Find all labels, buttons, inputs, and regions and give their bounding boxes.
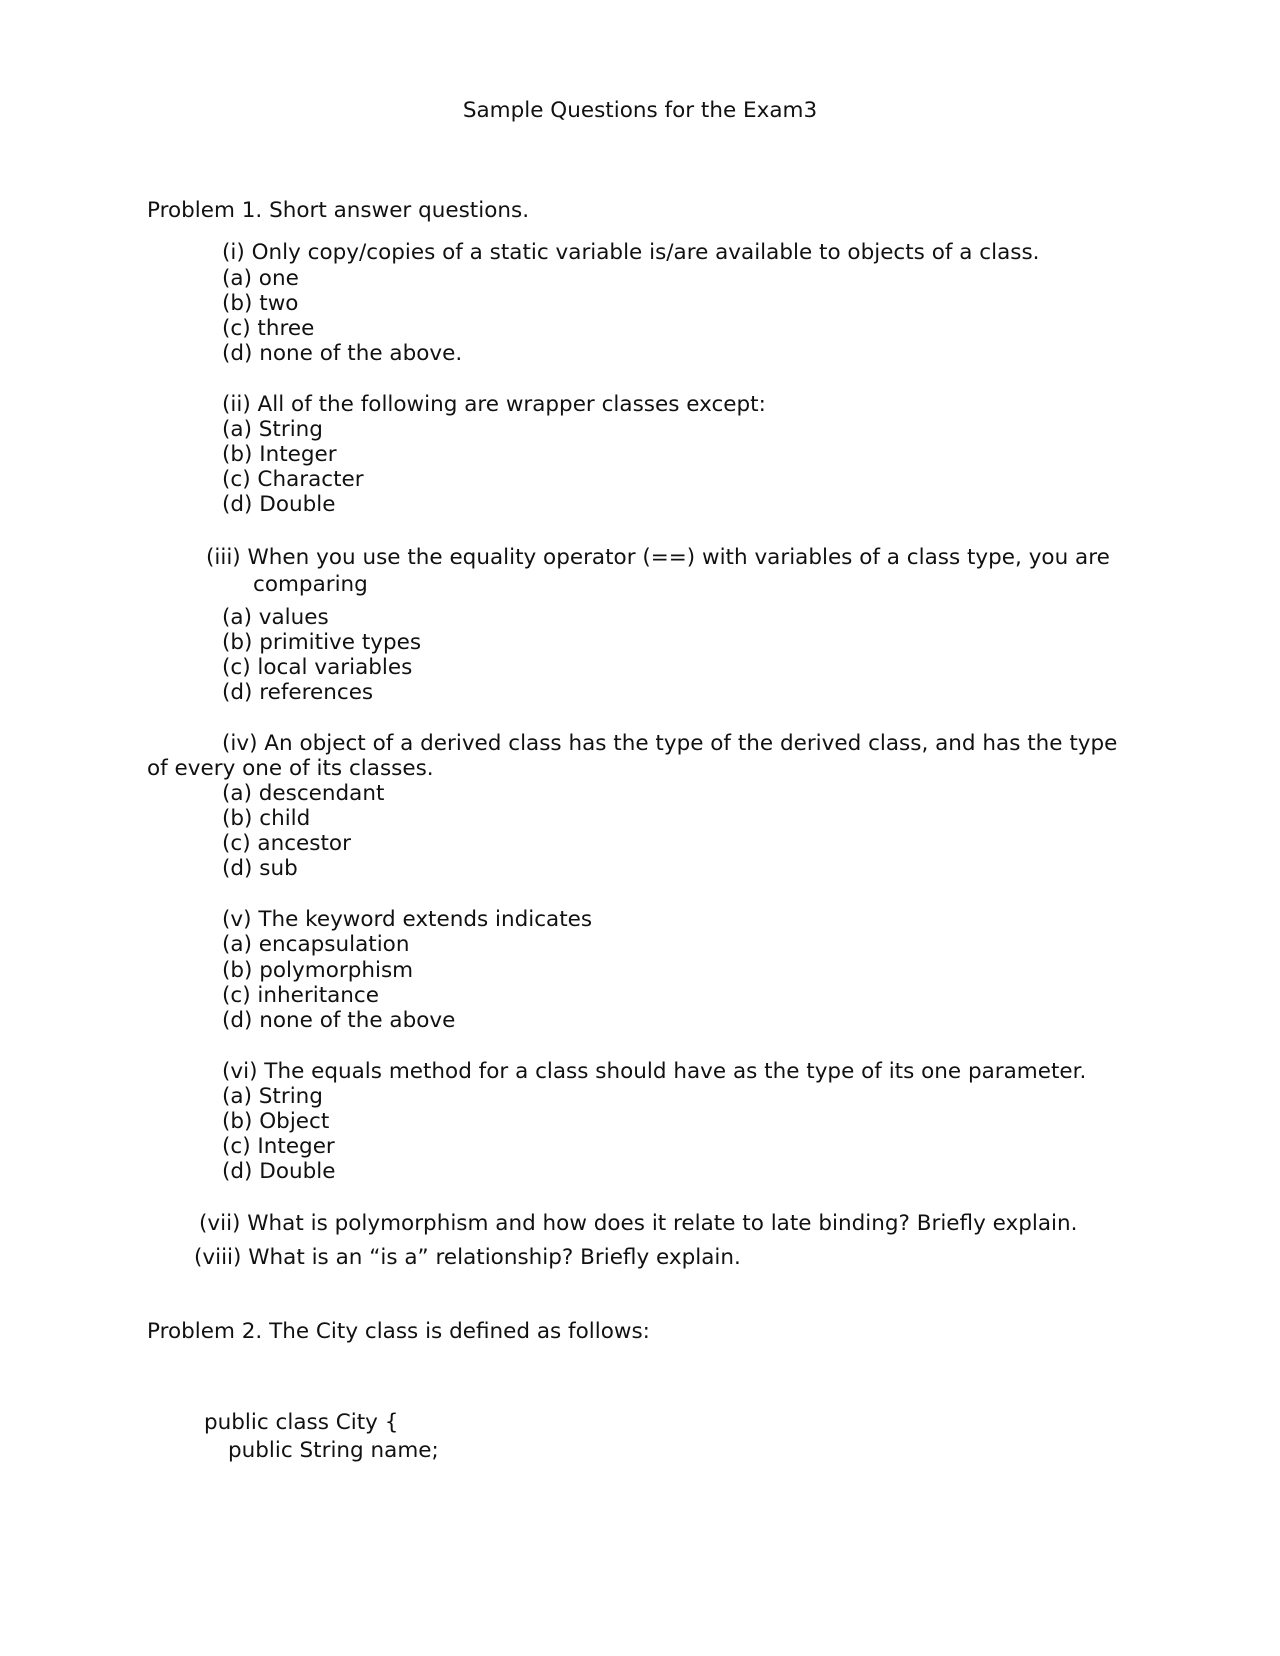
question-iv-option-a: (a) descendant — [222, 781, 385, 806]
question-i-option-b: (b) two — [222, 291, 299, 316]
question-vi-option-d: (d) Double — [222, 1159, 336, 1184]
question-i-option-a: (a) one — [222, 266, 299, 291]
question-iv-option-d: (d) sub — [222, 856, 298, 881]
question-iv-option-b: (b) child — [222, 806, 311, 831]
question-iii-option-b: (b) primitive types — [222, 630, 422, 655]
question-vi-stem: (vi) The equals method for a class should have as the type of its one parameter. — [222, 1059, 1087, 1084]
question-iii-option-a: (a) values — [222, 605, 329, 630]
question-viii-stem: (viii) What is an “is a” relationship? Briefly explain. — [194, 1245, 741, 1270]
question-iii-stem: (iii) When you use the equality operator (==) with variables of a class type, you are — [206, 545, 1110, 570]
question-iii-stem-cont: comparing — [253, 572, 368, 597]
question-vi-option-c: (c) Integer — [222, 1134, 335, 1159]
question-vii-stem: (vii) What is polymorphism and how does it relate to late binding? Briefly explain. — [199, 1211, 1078, 1236]
question-ii-option-c: (c) Character — [222, 467, 364, 492]
question-i-option-d: (d) none of the above. — [222, 341, 463, 366]
code-line-2: public String name; — [228, 1438, 439, 1463]
question-v-option-a: (a) encapsulation — [222, 932, 410, 957]
page-title: Sample Questions for the Exam3 — [462, 98, 818, 123]
question-v-option-d: (d) none of the above — [222, 1008, 456, 1033]
question-iv-stem: (iv) An object of a derived class has the type of the derived class, and has the type — [222, 731, 1118, 756]
problem1-heading: Problem 1. Short answer questions. — [147, 198, 530, 223]
question-vi-option-a: (a) String — [222, 1084, 323, 1109]
question-iv-option-c: (c) ancestor — [222, 831, 351, 856]
question-i-option-c: (c) three — [222, 316, 315, 341]
question-i-stem: (i) Only copy/copies of a static variable is/are available to objects of a class. — [222, 240, 1040, 265]
code-line-1: public class City { — [204, 1410, 399, 1435]
problem2-heading: Problem 2. The City class is defined as follows: — [147, 1319, 650, 1344]
question-ii-option-b: (b) Integer — [222, 442, 337, 467]
question-ii-stem: (ii) All of the following are wrapper classes except: — [222, 392, 766, 417]
question-ii-option-d: (d) Double — [222, 492, 336, 517]
question-iii-option-d: (d) references — [222, 680, 374, 705]
question-vi-option-b: (b) Object — [222, 1109, 330, 1134]
question-v-stem: (v) The keyword extends indicates — [222, 907, 593, 932]
question-iii-option-c: (c) local variables — [222, 655, 413, 680]
question-iv-stem-cont: of every one of its classes. — [147, 756, 434, 781]
question-v-option-c: (c) inheritance — [222, 983, 379, 1008]
question-ii-option-a: (a) String — [222, 417, 323, 442]
question-v-option-b: (b) polymorphism — [222, 958, 414, 983]
